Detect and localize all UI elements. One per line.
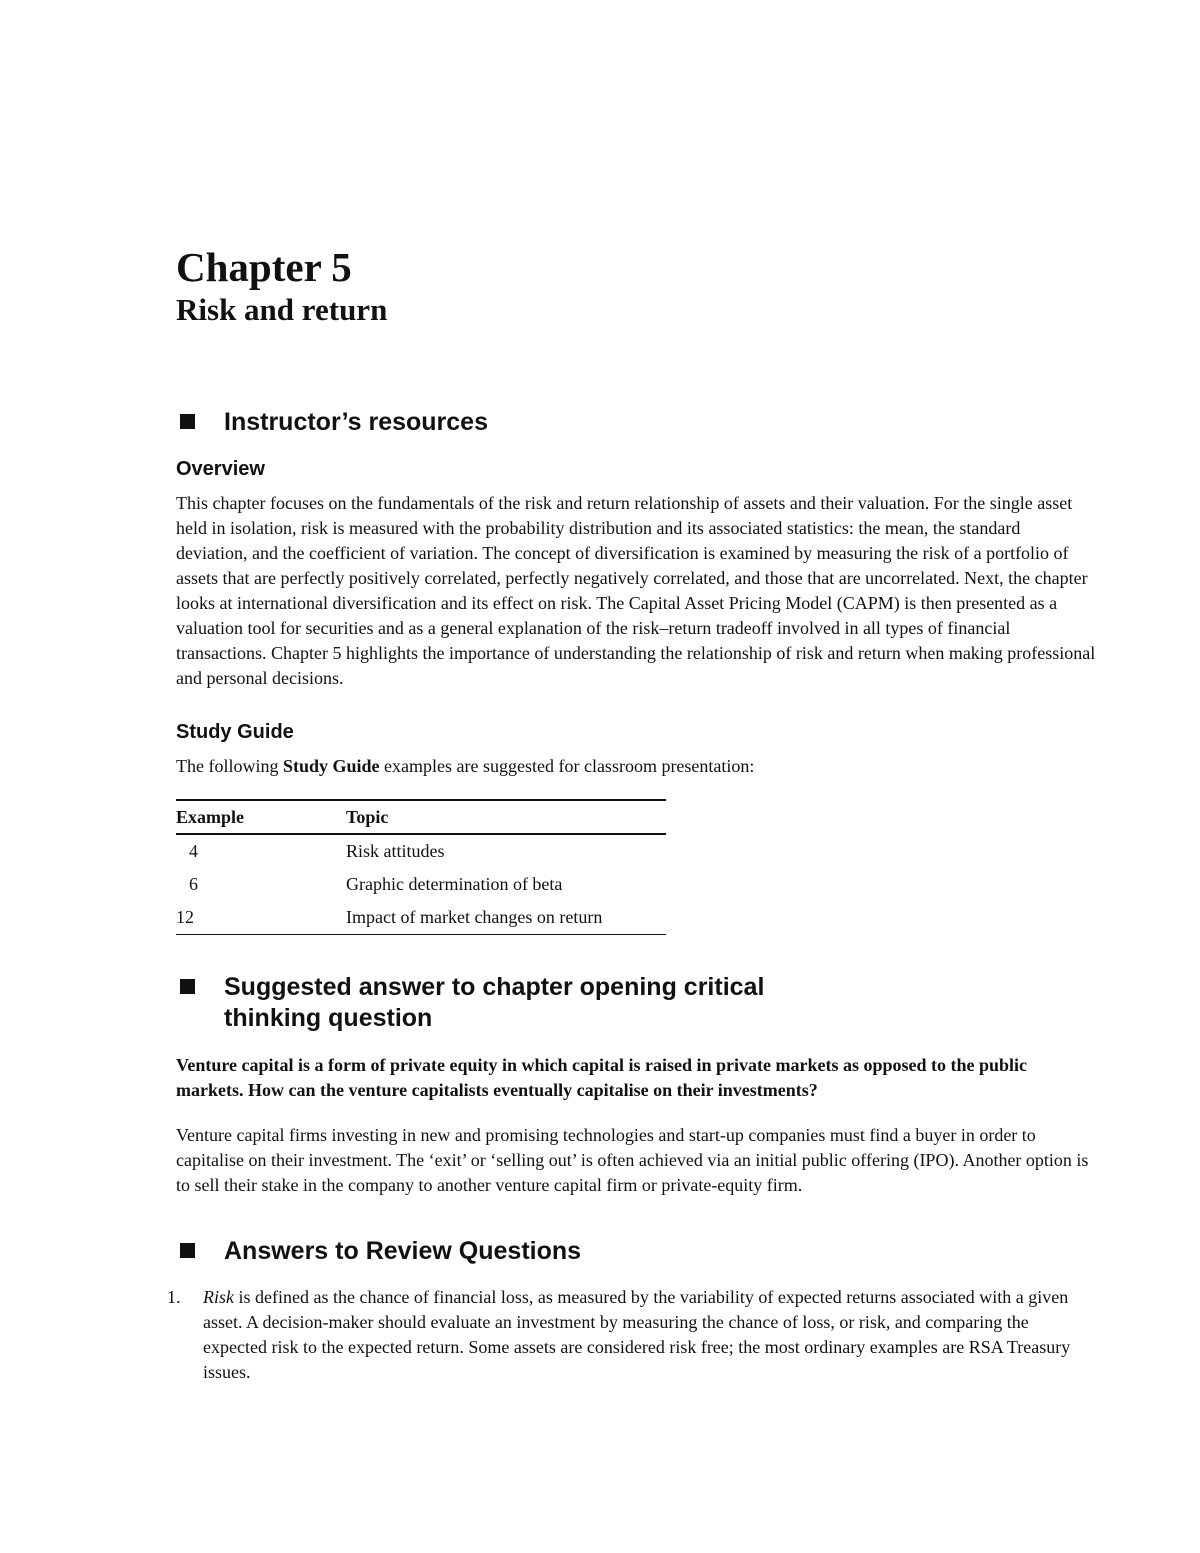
table-header-row	[176, 800, 666, 834]
table-row	[176, 834, 666, 868]
page-content	[167, 243, 1096, 1385]
study-guide-intro	[176, 754, 1096, 779]
example-cell: 6	[189, 874, 198, 894]
square-bullet-icon	[180, 414, 195, 429]
topic-cell: Graphic determination of beta	[346, 874, 563, 894]
list-item-body	[203, 1285, 1096, 1385]
square-bullet-icon	[180, 979, 195, 994]
column-header-example: Example	[176, 807, 245, 827]
critical-thinking-question: Venture capital is a form of private equity in which capital is raised in private markets as opposed to the public markets. How can the venture capitalists eventually capitalise on their investments?	[176, 1055, 1028, 1100]
section-heading-text: Instructor’s resources	[224, 408, 488, 436]
chapter-number: Chapter 5	[176, 244, 352, 290]
critical-thinking-answer: Venture capital firms investing in new and promising technologies and start-up companies must find a buyer in order to capitalise on their investment. The ‘exit’ or ‘selling out’ is often achieved via an initial public offering (IPO). Another option is to sell their stake in the company to another venture capital firm or private-equity firm.	[176, 1125, 1089, 1195]
section-heading-review-questions	[176, 1236, 1096, 1267]
heading-line-2: thinking question	[224, 1004, 433, 1032]
review-answers-list	[157, 1285, 1096, 1385]
section-heading-critical-thinking	[176, 972, 1096, 1034]
square-bullet-icon	[180, 1243, 195, 1258]
study-guide-intro-bold: Study Guide	[282, 756, 380, 776]
table-row	[176, 868, 666, 901]
list-item	[157, 1285, 1096, 1385]
list-item-number: 1.	[167, 1287, 181, 1307]
section-heading-text	[224, 972, 764, 1034]
section-heading-text: Answers to Review Questions	[224, 1237, 582, 1265]
section-heading-instructors-resources	[176, 407, 1096, 438]
list-item-text: is defined as the chance of financial loss, as measured by the variability of expected returns associated with a given asset. A decision-maker should evaluate an investment by measuring the chance of loss, or risk, and comparing the expected risk to the expected return. Some assets are considered risk free; the most ordinary examples are RSA Treasury issues.	[203, 1287, 1071, 1382]
topic-cell: Risk attitudes	[346, 841, 445, 861]
study-guide-heading: Study Guide	[176, 721, 294, 743]
study-guide-intro-post: examples are suggested for classroom presentation:	[379, 756, 755, 776]
table-row	[176, 901, 666, 935]
heading-line-1: Suggested answer to chapter opening critical	[224, 973, 765, 1001]
study-guide-intro-pre: The following	[176, 756, 283, 776]
list-item-term: Risk	[203, 1287, 234, 1307]
chapter-title: Risk and return	[176, 292, 388, 327]
overview-heading: Overview	[176, 458, 265, 480]
column-header-topic: Topic	[346, 807, 389, 827]
topic-cell: Impact of market changes on return	[346, 907, 603, 927]
example-cell: 4	[189, 841, 198, 861]
study-guide-table	[176, 799, 666, 935]
example-cell: 12	[176, 907, 194, 927]
overview-paragraph: This chapter focuses on the fundamentals of the risk and return relationship of assets and their valuation. For the single asset held in isolation, risk is measured with the probability distribution and its associated statistics: the mean, the standard deviation, and the coefficient of variation. The concept of diversification is examined by measuring the risk of a portfolio of assets that are perfectly positively correlated, perfectly negatively correlated, and those that are uncorrelated. Next, the chapter looks at international diversification and its effect on risk. The Capital Asset Pricing Model (CAPM) is then presented as a valuation tool for securities and as a general explanation of the risk–return tradeoff involved in all types of financial transactions. Chapter 5 highlights the importance of understanding the relationship of risk and return when making professional and personal decisions.	[176, 493, 1096, 688]
